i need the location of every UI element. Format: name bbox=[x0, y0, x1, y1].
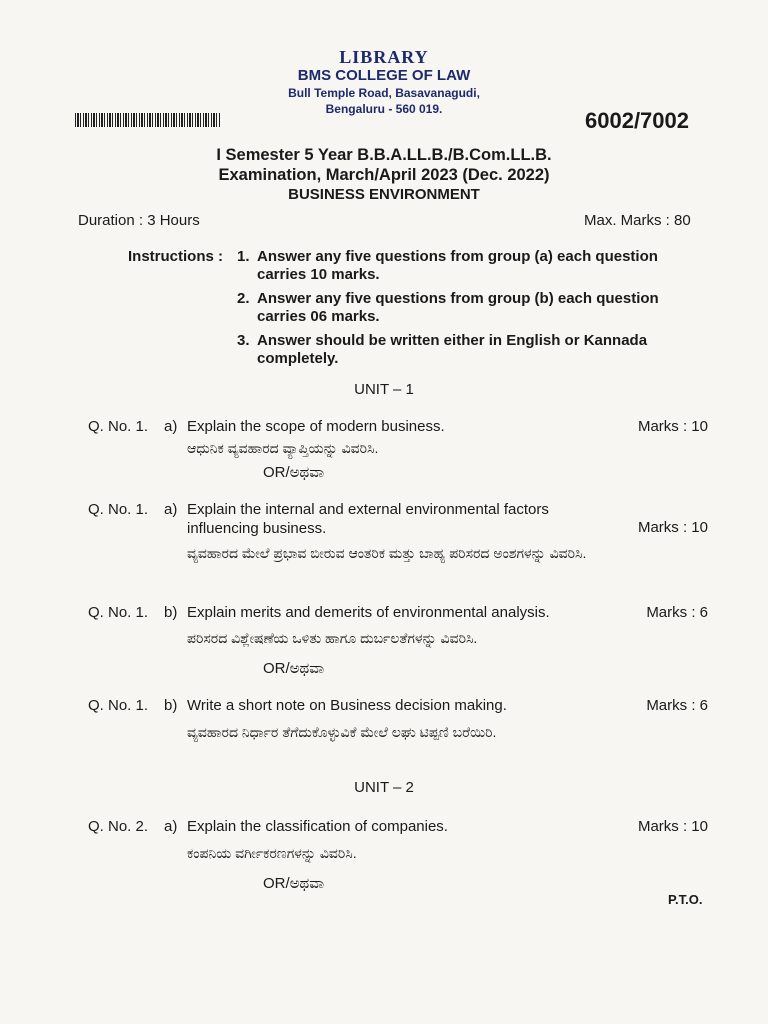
instruction-text: Answer any five questions from group (b) each question carries 06 marks. bbox=[257, 290, 659, 325]
question-part: b) bbox=[164, 697, 178, 714]
unit-heading: UNIT – 2 bbox=[354, 779, 414, 796]
instruction-number: 3. bbox=[237, 332, 250, 349]
question-part: a) bbox=[164, 501, 178, 518]
question-text: Explain merits and demerits of environmental analysis. bbox=[187, 604, 550, 621]
question-kannada: ಕಂಪನಿಯ ವರ್ಗೀಕರಣಗಳನ್ನು ವಿವರಿಸಿ. bbox=[187, 845, 357, 861]
question-text: Explain the classification of companies. bbox=[187, 818, 448, 835]
question-text: Write a short note on Business decision making. bbox=[187, 697, 507, 714]
question-number: Q. No. 1. bbox=[88, 604, 149, 621]
question-kannada: ವ್ಯವಹಾರದ ನಿರ್ಧಾರ ತೆಗೆದುಕೊಳ್ಳುವಿಕೆ ಮೇಲೆ ಲಘು ಟಿಪ್ಪಣಿ ಬರೆಯಿರಿ. bbox=[187, 724, 497, 740]
instruction-number: 1. bbox=[237, 248, 250, 265]
unit-heading: UNIT – 1 bbox=[354, 381, 414, 398]
question-text: Explain the internal and external environmental factors influencing business. bbox=[187, 501, 549, 537]
instruction-item bbox=[237, 332, 687, 368]
exam-session: Examination, March/April 2023 (Dec. 2022) bbox=[218, 166, 550, 184]
question-kannada: ವ್ಯವಹಾರದ ಮೇಲೆ ಪ್ರಭಾವ ಬೀರುವ ಆಂತರಿಕ ಮತ್ತು ಬಾಹ್ಯ ಪರಿಸರದ ಅಂಶಗಳನ್ನು ವಿವರಿಸಿ. bbox=[187, 545, 587, 561]
instruction-item bbox=[237, 248, 687, 284]
question-marks: Marks : 6 bbox=[646, 604, 708, 621]
paper-code: 6002/7002 bbox=[585, 108, 689, 133]
barcode-image bbox=[75, 113, 221, 127]
question-marks: Marks : 10 bbox=[637, 519, 708, 536]
library-stamp-college: BMS COLLEGE OF LAW bbox=[297, 67, 471, 84]
instruction-text: Answer any five questions from group (a) each question carries 10 marks. bbox=[257, 248, 658, 283]
question-number: Q. No. 2. bbox=[88, 818, 149, 835]
question-marks: Marks : 10 bbox=[637, 418, 708, 435]
or-separator: OR/ಅಥವಾ bbox=[263, 660, 325, 677]
duration: Duration : 3 Hours bbox=[78, 212, 200, 229]
library-stamp-city: Bengaluru - 560 019. bbox=[325, 102, 443, 116]
question-marks: Marks : 10 bbox=[637, 818, 708, 835]
page-turn-over: P.T.O. bbox=[668, 892, 703, 907]
question-text: Explain the scope of modern business. bbox=[187, 418, 445, 435]
library-stamp-address: Bull Temple Road, Basavanagudi, bbox=[288, 86, 480, 100]
question-part: b) bbox=[164, 604, 178, 621]
question-kannada: ಆಧುನಿಕ ವ್ಯವಹಾರದ ವ್ಯಾಪ್ತಿಯನ್ನು ವಿವರಿಸಿ. bbox=[187, 440, 379, 456]
question-number: Q. No. 1. bbox=[88, 697, 149, 714]
max-marks: Max. Marks : 80 bbox=[584, 212, 691, 229]
instructions-label: Instructions : bbox=[128, 248, 224, 265]
exam-course: I Semester 5 Year B.B.A.LL.B./B.Com.LL.B. bbox=[216, 146, 552, 164]
or-separator: OR/ಅಥವಾ bbox=[263, 875, 325, 892]
question-number: Q. No. 1. bbox=[88, 501, 149, 518]
question-part: a) bbox=[164, 818, 178, 835]
question-part: a) bbox=[164, 418, 178, 435]
question-number: Q. No. 1. bbox=[88, 418, 149, 435]
instruction-item bbox=[237, 290, 687, 326]
instruction-number: 2. bbox=[237, 290, 250, 307]
or-separator: OR/ಅಥವಾ bbox=[263, 464, 325, 481]
library-stamp-title: LIBRARY bbox=[339, 47, 429, 67]
question-marks: Marks : 6 bbox=[646, 697, 708, 714]
instruction-text: Answer should be written either in English or Kannada completely. bbox=[257, 332, 648, 367]
exam-subject: BUSINESS ENVIRONMENT bbox=[288, 186, 480, 203]
question-kannada: ಪರಿಸರದ ವಿಶ್ಲೇಷಣೆಯ ಒಳಿತು ಹಾಗೂ ದುರ್ಬಲತೆಗಳನ್ನು ವಿವರಿಸಿ. bbox=[187, 630, 478, 646]
